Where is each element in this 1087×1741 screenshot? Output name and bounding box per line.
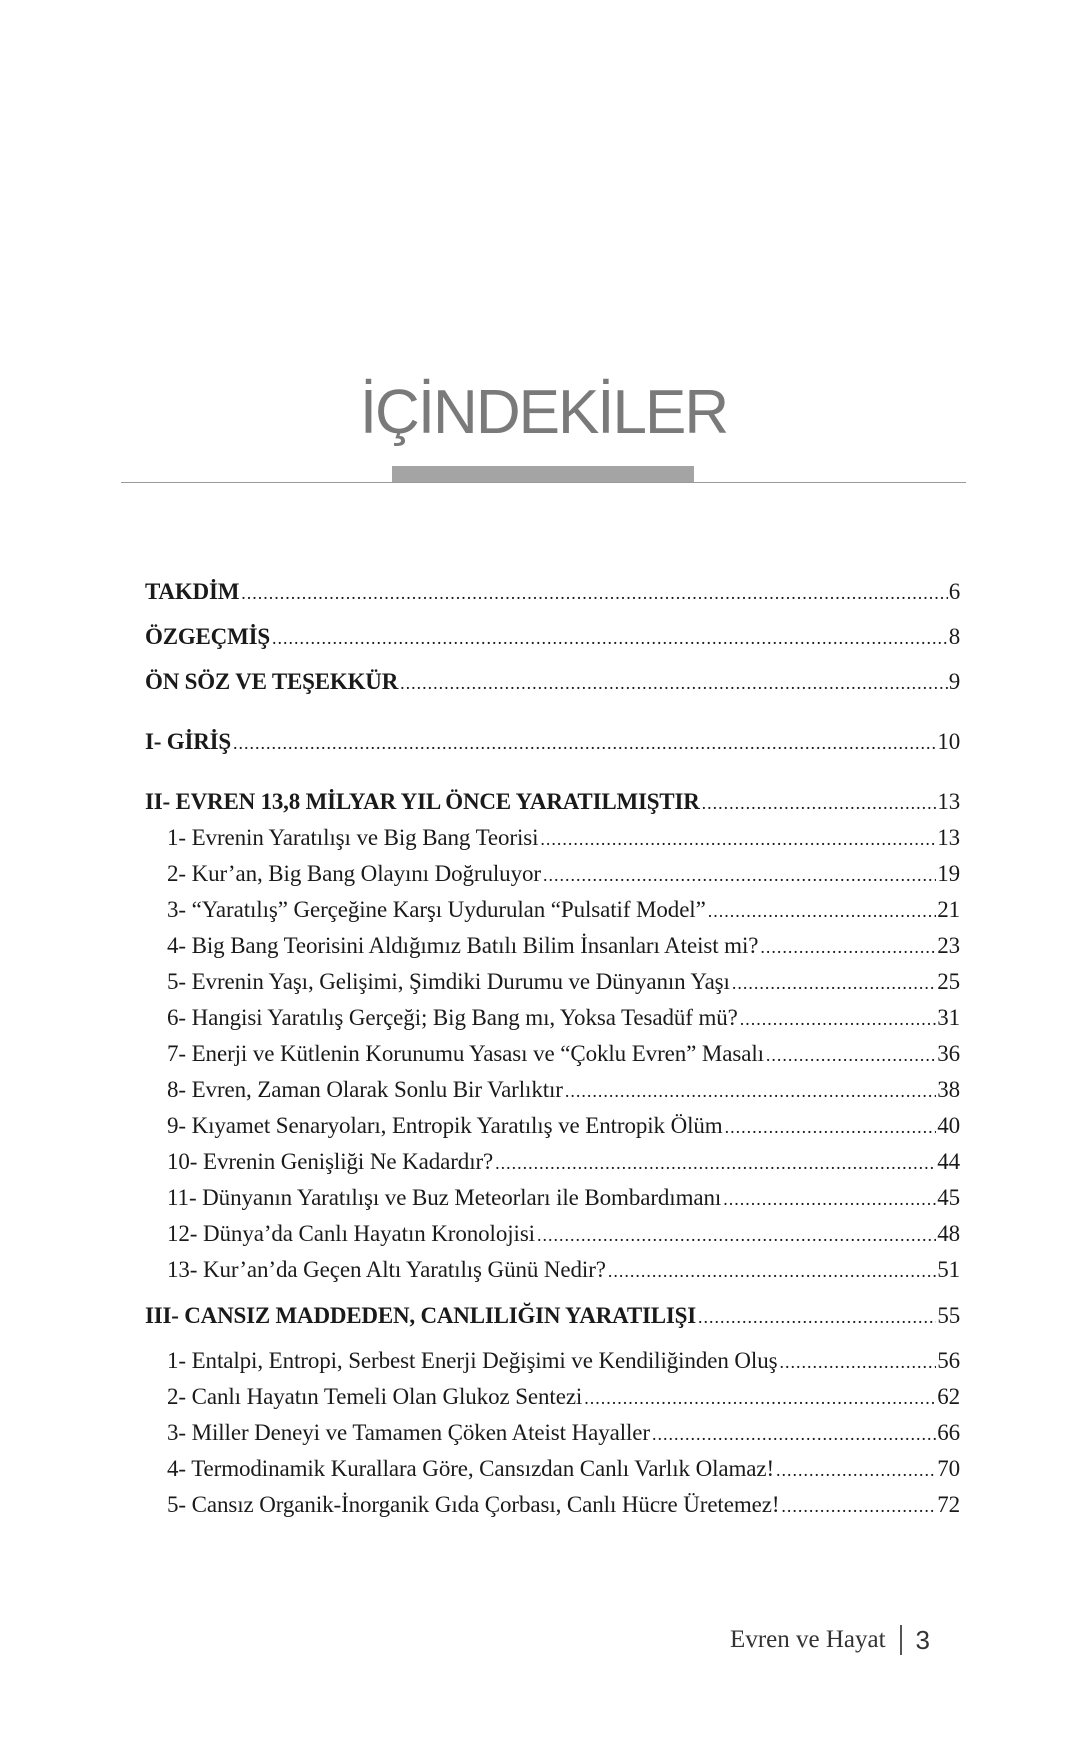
- toc-page-number: 9: [948, 669, 960, 694]
- toc-leader-dots: [537, 1217, 936, 1253]
- toc-page-number: 23: [937, 933, 960, 958]
- toc-page-number: 55: [937, 1303, 960, 1328]
- toc-leader-dots: [740, 1001, 936, 1037]
- toc-subsection[interactable]: [145, 820, 960, 856]
- toc-entry-label: 4- Big Bang Teorisini Aldığımız Batılı Bilim İnsanları Ateist mi?: [167, 933, 759, 958]
- toc-section[interactable]: [145, 619, 960, 655]
- toc-entry-label: TAKDİM: [145, 579, 240, 604]
- toc-section[interactable]: [145, 724, 960, 760]
- toc-page-number: 56: [937, 1348, 960, 1373]
- toc-leader-dots: [233, 725, 936, 761]
- toc-entry-label: III- CANSIZ MADDEDEN, CANLILIĞIN YARATILIŞI: [145, 1303, 696, 1328]
- toc-leader-dots: [241, 575, 947, 611]
- toc-page-number: 70: [937, 1456, 960, 1481]
- toc-entry-label: 5- Evrenin Yaşı, Gelişimi, Şimdiki Durumu ve Dünyanın Yaşı: [167, 969, 730, 994]
- toc-page-number: 45: [937, 1185, 960, 1210]
- toc-subsection[interactable]: [145, 1487, 960, 1523]
- page-footer: [600, 1622, 930, 1658]
- toc-page-number: 13: [937, 789, 960, 814]
- toc-entry-label: I- GİRİŞ: [145, 729, 231, 754]
- toc-leader-dots: [543, 857, 936, 893]
- toc-page-number: 19: [937, 861, 960, 886]
- toc-page-number: 62: [937, 1384, 960, 1409]
- toc-subsection[interactable]: [145, 1072, 960, 1108]
- toc-subsection[interactable]: [145, 1379, 960, 1415]
- table-of-contents: [145, 574, 960, 1523]
- toc-page-number: 6: [948, 579, 960, 604]
- toc-leader-dots: [723, 1181, 936, 1217]
- toc-entry-label: II- EVREN 13,8 MİLYAR YIL ÖNCE YARATILMIŞTIR: [145, 789, 700, 814]
- footer-page-number: 3: [915, 1624, 930, 1655]
- toc-subsection[interactable]: [145, 1108, 960, 1144]
- title-accent-bar: [392, 466, 694, 482]
- toc-leader-dots: [652, 1416, 936, 1452]
- toc-subsection[interactable]: [145, 1180, 960, 1216]
- toc-subsection[interactable]: [145, 856, 960, 892]
- toc-leader-dots: [584, 1380, 936, 1416]
- toc-leader-dots: [608, 1253, 936, 1289]
- toc-leader-dots: [766, 1037, 936, 1073]
- page-title: İÇİNDEKİLER: [359, 378, 728, 447]
- toc-entry-label: 4- Termodinamik Kurallara Göre, Cansızdan Canlı Varlık Olamaz!: [167, 1456, 775, 1481]
- toc-entry-label: 3- Miller Deneyi ve Tamamen Çöken Ateist Hayaller: [167, 1420, 650, 1445]
- toc-page-number: 48: [937, 1221, 960, 1246]
- toc-entry-label: 6- Hangisi Yaratılış Gerçeği; Big Bang mı, Yoksa Tesadüf mü?: [167, 1005, 738, 1030]
- toc-page-number: 21: [937, 897, 960, 922]
- toc-entry-label: 2- Kur’an, Big Bang Olayını Doğruluyor: [167, 861, 541, 886]
- toc-leader-dots: [495, 1145, 936, 1181]
- toc-subsection[interactable]: [145, 892, 960, 928]
- toc-page-number: 72: [937, 1492, 960, 1517]
- toc-leader-dots: [776, 1452, 936, 1488]
- toc-leader-dots: [760, 929, 936, 965]
- toc-subsection[interactable]: [145, 1343, 960, 1379]
- toc-page-number: 31: [937, 1005, 960, 1030]
- toc-page-number: 44: [937, 1149, 960, 1174]
- toc-subsection[interactable]: [145, 1451, 960, 1487]
- toc-subsection[interactable]: [145, 1216, 960, 1252]
- footer-book-title: Evren ve Hayat: [730, 1626, 886, 1653]
- toc-entry-label: 5- Cansız Organik-İnorganik Gıda Çorbası, Canlı Hücre Üretemez!: [167, 1492, 780, 1517]
- footer-separator: [900, 1625, 902, 1655]
- toc-leader-dots: [400, 665, 948, 701]
- title-divider: [121, 482, 966, 483]
- toc-page-number: 40: [937, 1113, 960, 1138]
- toc-page-number: 51: [937, 1257, 960, 1282]
- toc-entry-label: 11- Dünyanın Yaratılışı ve Buz Meteorları ile Bombardımanı: [167, 1185, 722, 1210]
- toc-subsection[interactable]: [145, 964, 960, 1000]
- toc-section[interactable]: [145, 664, 960, 700]
- toc-leader-dots: [565, 1073, 936, 1109]
- toc-subsection[interactable]: [145, 1000, 960, 1036]
- toc-entry-label: ÖN SÖZ VE TEŞEKKÜR: [145, 669, 399, 694]
- toc-page-number: 38: [937, 1077, 960, 1102]
- toc-page-number: 8: [948, 624, 960, 649]
- toc-entry-label: 8- Evren, Zaman Olarak Sonlu Bir Varlıktır: [167, 1077, 563, 1102]
- toc-entry-label: 2- Canlı Hayatın Temeli Olan Glukoz Sentezi: [167, 1384, 583, 1409]
- toc-entry-label: 13- Kur’an’da Geçen Altı Yaratılış Günü Nedir?: [167, 1257, 606, 1282]
- toc-entry-label: 1- Entalpi, Entropi, Serbest Enerji Değişimi ve Kendiliğinden Oluş: [167, 1348, 778, 1373]
- toc-entry-label: ÖZGEÇMİŞ: [145, 624, 270, 649]
- toc-subsection[interactable]: [145, 1252, 960, 1288]
- toc-subsection[interactable]: [145, 1144, 960, 1180]
- toc-page-number: 13: [937, 825, 960, 850]
- toc-leader-dots: [781, 1488, 936, 1524]
- toc-page-number: 25: [937, 969, 960, 994]
- toc-entry-label: 12- Dünya’da Canlı Hayatın Kronolojisi: [167, 1221, 535, 1246]
- toc-leader-dots: [708, 893, 936, 929]
- toc-page-number: 36: [937, 1041, 960, 1066]
- toc-entry-label: 1- Evrenin Yaratılışı ve Big Bang Teorisi: [167, 825, 539, 850]
- toc-entry-label: 9- Kıyamet Senaryoları, Entropik Yaratılış ve Entropik Ölüm: [167, 1113, 723, 1138]
- toc-page-number: 66: [937, 1420, 960, 1445]
- toc-leader-dots: [725, 1109, 937, 1145]
- toc-entry-label: 10- Evrenin Genişliği Ne Kadardır?: [167, 1149, 494, 1174]
- toc-leader-dots: [698, 1299, 936, 1335]
- toc-section[interactable]: [145, 784, 960, 820]
- toc-page-number: 10: [937, 729, 960, 754]
- toc-leader-dots: [732, 965, 936, 1001]
- toc-leader-dots: [702, 785, 937, 821]
- toc-subsection[interactable]: [145, 928, 960, 964]
- toc-section[interactable]: [145, 1298, 960, 1334]
- toc-leader-dots: [779, 1344, 936, 1380]
- toc-leader-dots: [272, 620, 948, 656]
- toc-leader-dots: [540, 821, 936, 857]
- toc-subsection[interactable]: [145, 1036, 960, 1072]
- toc-entry-label: 3- “Yaratılış” Gerçeğine Karşı Uydurulan “Pulsatif Model”: [167, 897, 706, 922]
- toc-subsection[interactable]: [145, 1415, 960, 1451]
- toc-entry-label: 7- Enerji ve Kütlenin Korunumu Yasası ve “Çoklu Evren” Masalı: [167, 1041, 764, 1066]
- toc-section[interactable]: [145, 574, 960, 610]
